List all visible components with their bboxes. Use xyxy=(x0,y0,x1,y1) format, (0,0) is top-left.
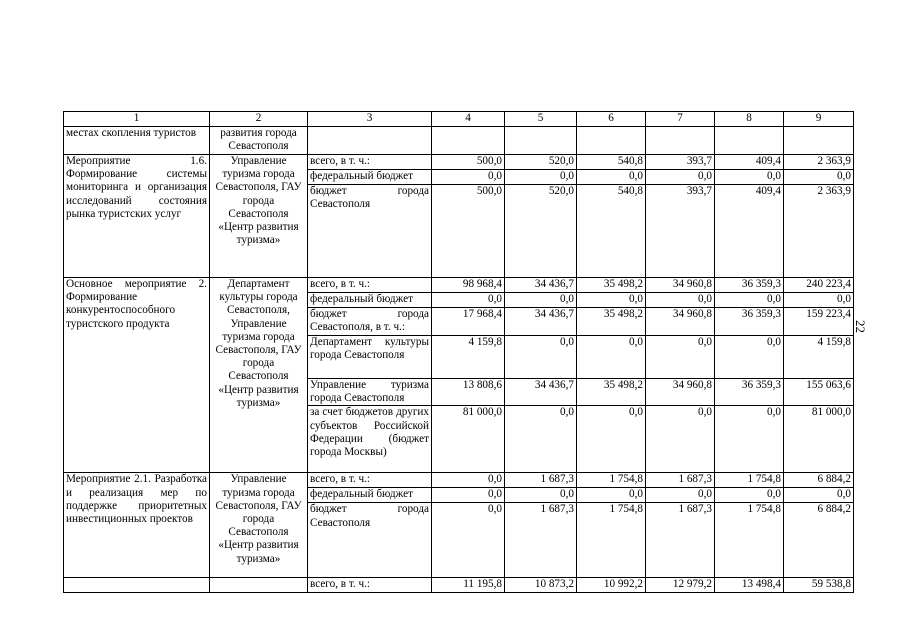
amount-cell: 0,0 xyxy=(784,170,854,185)
col-header-1: 1 xyxy=(64,112,210,127)
responsible-executor: Департамент культуры города Севастополя, Управление туризма города Севастополя, ГАУ города Севастополя «Центр развития туризма» xyxy=(210,278,308,473)
col-header-2: 2 xyxy=(210,112,308,127)
amount-cell: 81 000,0 xyxy=(432,406,505,473)
empty-cell xyxy=(715,127,784,155)
amount-cell: 10 873,2 xyxy=(505,578,577,592)
amount-cell: 500,0 xyxy=(432,185,505,278)
funding-source: бюджет города Севастополя xyxy=(308,503,432,578)
empty-cell xyxy=(432,127,505,155)
col-header-9: 9 xyxy=(784,112,854,127)
amount-cell: 520,0 xyxy=(505,185,577,278)
column-number-row xyxy=(64,112,854,127)
amount-cell: 0,0 xyxy=(715,488,784,503)
table-row xyxy=(64,278,854,293)
empty-cell xyxy=(308,127,432,155)
amount-cell: 0,0 xyxy=(784,293,854,308)
amount-cell: 0,0 xyxy=(646,170,715,185)
amount-cell: 0,0 xyxy=(505,488,577,503)
funding-source: федеральный бюджет xyxy=(308,293,432,308)
amount-cell: 0,0 xyxy=(715,406,784,473)
amount-cell: 540,8 xyxy=(577,185,646,278)
amount-cell: 520,0 xyxy=(505,155,577,170)
amount-cell: 2 363,9 xyxy=(784,185,854,278)
funding-source: всего, в т. ч.: xyxy=(308,278,432,293)
empty-cell xyxy=(577,127,646,155)
amount-cell: 35 498,2 xyxy=(577,308,646,336)
col-header-8: 8 xyxy=(715,112,784,127)
amount-cell: 0,0 xyxy=(505,293,577,308)
amount-cell: 0,0 xyxy=(646,293,715,308)
col-header-6: 6 xyxy=(577,112,646,127)
funding-source: федеральный бюджет xyxy=(308,488,432,503)
amount-cell: 0,0 xyxy=(577,336,646,379)
amount-cell: 11 195,8 xyxy=(432,578,505,592)
funding-source: за счет бюджетов других субъектов Российской Федерации (бюджет города Москвы) xyxy=(308,406,432,473)
activity-2-1-group xyxy=(64,473,854,578)
amount-cell: 0,0 xyxy=(577,406,646,473)
funding-source: бюджет города Севастополя, в т. ч.: xyxy=(308,308,432,336)
amount-cell: 0,0 xyxy=(715,336,784,379)
amount-cell: 59 538,8 xyxy=(784,578,854,592)
amount-cell: 1 687,3 xyxy=(646,473,715,488)
amount-cell: 34 436,7 xyxy=(505,308,577,336)
amount-cell: 0,0 xyxy=(577,293,646,308)
amount-cell: 6 884,2 xyxy=(784,503,854,578)
amount-cell: 409,4 xyxy=(715,185,784,278)
amount-cell: 12 979,2 xyxy=(646,578,715,592)
funding-source: бюджет города Севастополя xyxy=(308,185,432,278)
budget-table xyxy=(63,111,854,593)
amount-cell: 34 960,8 xyxy=(646,379,715,406)
table-row xyxy=(64,155,854,170)
amount-cell: 34 960,8 xyxy=(646,308,715,336)
responsible-executor: развития города Севастополя xyxy=(210,127,308,155)
amount-cell: 1 754,8 xyxy=(577,473,646,488)
amount-cell: 34 436,7 xyxy=(505,379,577,406)
empty-cell xyxy=(64,578,210,592)
activity-1-6-group xyxy=(64,155,854,278)
amount-cell: 0,0 xyxy=(646,406,715,473)
empty-cell xyxy=(210,578,308,592)
amount-cell: 13 498,4 xyxy=(715,578,784,592)
amount-cell: 0,0 xyxy=(646,488,715,503)
main-activity-2-group xyxy=(64,278,854,473)
funding-source: всего, в т. ч.: xyxy=(308,578,432,592)
amount-cell: 0,0 xyxy=(432,503,505,578)
responsible-executor: Управление туризма города Севастополя, ГАУ города Севастополя «Центр развития туризма» xyxy=(210,473,308,578)
activity-name: Мероприятие 1.6. Формирование системы мониторинга и организация исследований состояния рынка туристских услуг xyxy=(64,155,210,278)
continuation-row xyxy=(64,127,854,155)
amount-cell: 409,4 xyxy=(715,155,784,170)
amount-cell: 0,0 xyxy=(784,488,854,503)
amount-cell: 240 223,4 xyxy=(784,278,854,293)
activity-name: Мероприятие 2.1. Разработка и реализация мер по поддержке приоритетных инвестиционных проектов xyxy=(64,473,210,578)
amount-cell: 35 498,2 xyxy=(577,379,646,406)
activity-name: Основное мероприятие 2. Формирование конкурентоспособного туристского продукта xyxy=(64,278,210,473)
table-row xyxy=(64,473,854,488)
amount-cell: 36 359,3 xyxy=(715,379,784,406)
amount-cell: 34 960,8 xyxy=(646,278,715,293)
amount-cell: 98 968,4 xyxy=(432,278,505,293)
amount-cell: 6 884,2 xyxy=(784,473,854,488)
amount-cell: 35 498,2 xyxy=(577,278,646,293)
amount-cell: 0,0 xyxy=(577,170,646,185)
amount-cell: 10 992,2 xyxy=(577,578,646,592)
empty-cell xyxy=(784,127,854,155)
amount-cell: 13 808,6 xyxy=(432,379,505,406)
amount-cell: 0,0 xyxy=(432,170,505,185)
amount-cell: 393,7 xyxy=(646,155,715,170)
amount-cell: 540,8 xyxy=(577,155,646,170)
amount-cell: 2 363,9 xyxy=(784,155,854,170)
amount-cell: 4 159,8 xyxy=(432,336,505,379)
amount-cell: 34 436,7 xyxy=(505,278,577,293)
amount-cell: 0,0 xyxy=(432,293,505,308)
amount-cell: 155 063,6 xyxy=(784,379,854,406)
funding-source: Управление туризма города Севастополя xyxy=(308,379,432,406)
funding-source: Департамент культуры города Севастополя xyxy=(308,336,432,379)
amount-cell: 36 359,3 xyxy=(715,308,784,336)
amount-cell: 0,0 xyxy=(715,293,784,308)
empty-cell xyxy=(505,127,577,155)
amount-cell: 1 687,3 xyxy=(505,473,577,488)
amount-cell: 0,0 xyxy=(505,406,577,473)
amount-cell: 17 968,4 xyxy=(432,308,505,336)
empty-cell xyxy=(646,127,715,155)
amount-cell: 0,0 xyxy=(577,488,646,503)
amount-cell: 1 687,3 xyxy=(646,503,715,578)
col-header-7: 7 xyxy=(646,112,715,127)
amount-cell: 0,0 xyxy=(432,473,505,488)
amount-cell: 1 754,8 xyxy=(715,473,784,488)
amount-cell: 0,0 xyxy=(505,170,577,185)
activity-name: местах скопления туристов xyxy=(64,127,210,155)
col-header-4: 4 xyxy=(432,112,505,127)
col-header-5: 5 xyxy=(505,112,577,127)
amount-cell: 81 000,0 xyxy=(784,406,854,473)
responsible-executor: Управление туризма города Севастополя, ГАУ города Севастополя «Центр развития туризма» xyxy=(210,155,308,278)
amount-cell: 1 754,8 xyxy=(715,503,784,578)
amount-cell: 159 223,4 xyxy=(784,308,854,336)
funding-source: всего, в т. ч.: xyxy=(308,473,432,488)
total-row xyxy=(64,578,854,592)
amount-cell: 36 359,3 xyxy=(715,278,784,293)
amount-cell: 4 159,8 xyxy=(784,336,854,379)
funding-source: федеральный бюджет xyxy=(308,170,432,185)
amount-cell: 0,0 xyxy=(715,170,784,185)
amount-cell: 1 687,3 xyxy=(505,503,577,578)
amount-cell: 0,0 xyxy=(646,336,715,379)
page-number: 22 xyxy=(853,320,868,333)
col-header-3: 3 xyxy=(308,112,432,127)
amount-cell: 1 754,8 xyxy=(577,503,646,578)
funding-source: всего, в т. ч.: xyxy=(308,155,432,170)
amount-cell: 0,0 xyxy=(432,488,505,503)
amount-cell: 500,0 xyxy=(432,155,505,170)
amount-cell: 393,7 xyxy=(646,185,715,278)
amount-cell: 0,0 xyxy=(505,336,577,379)
